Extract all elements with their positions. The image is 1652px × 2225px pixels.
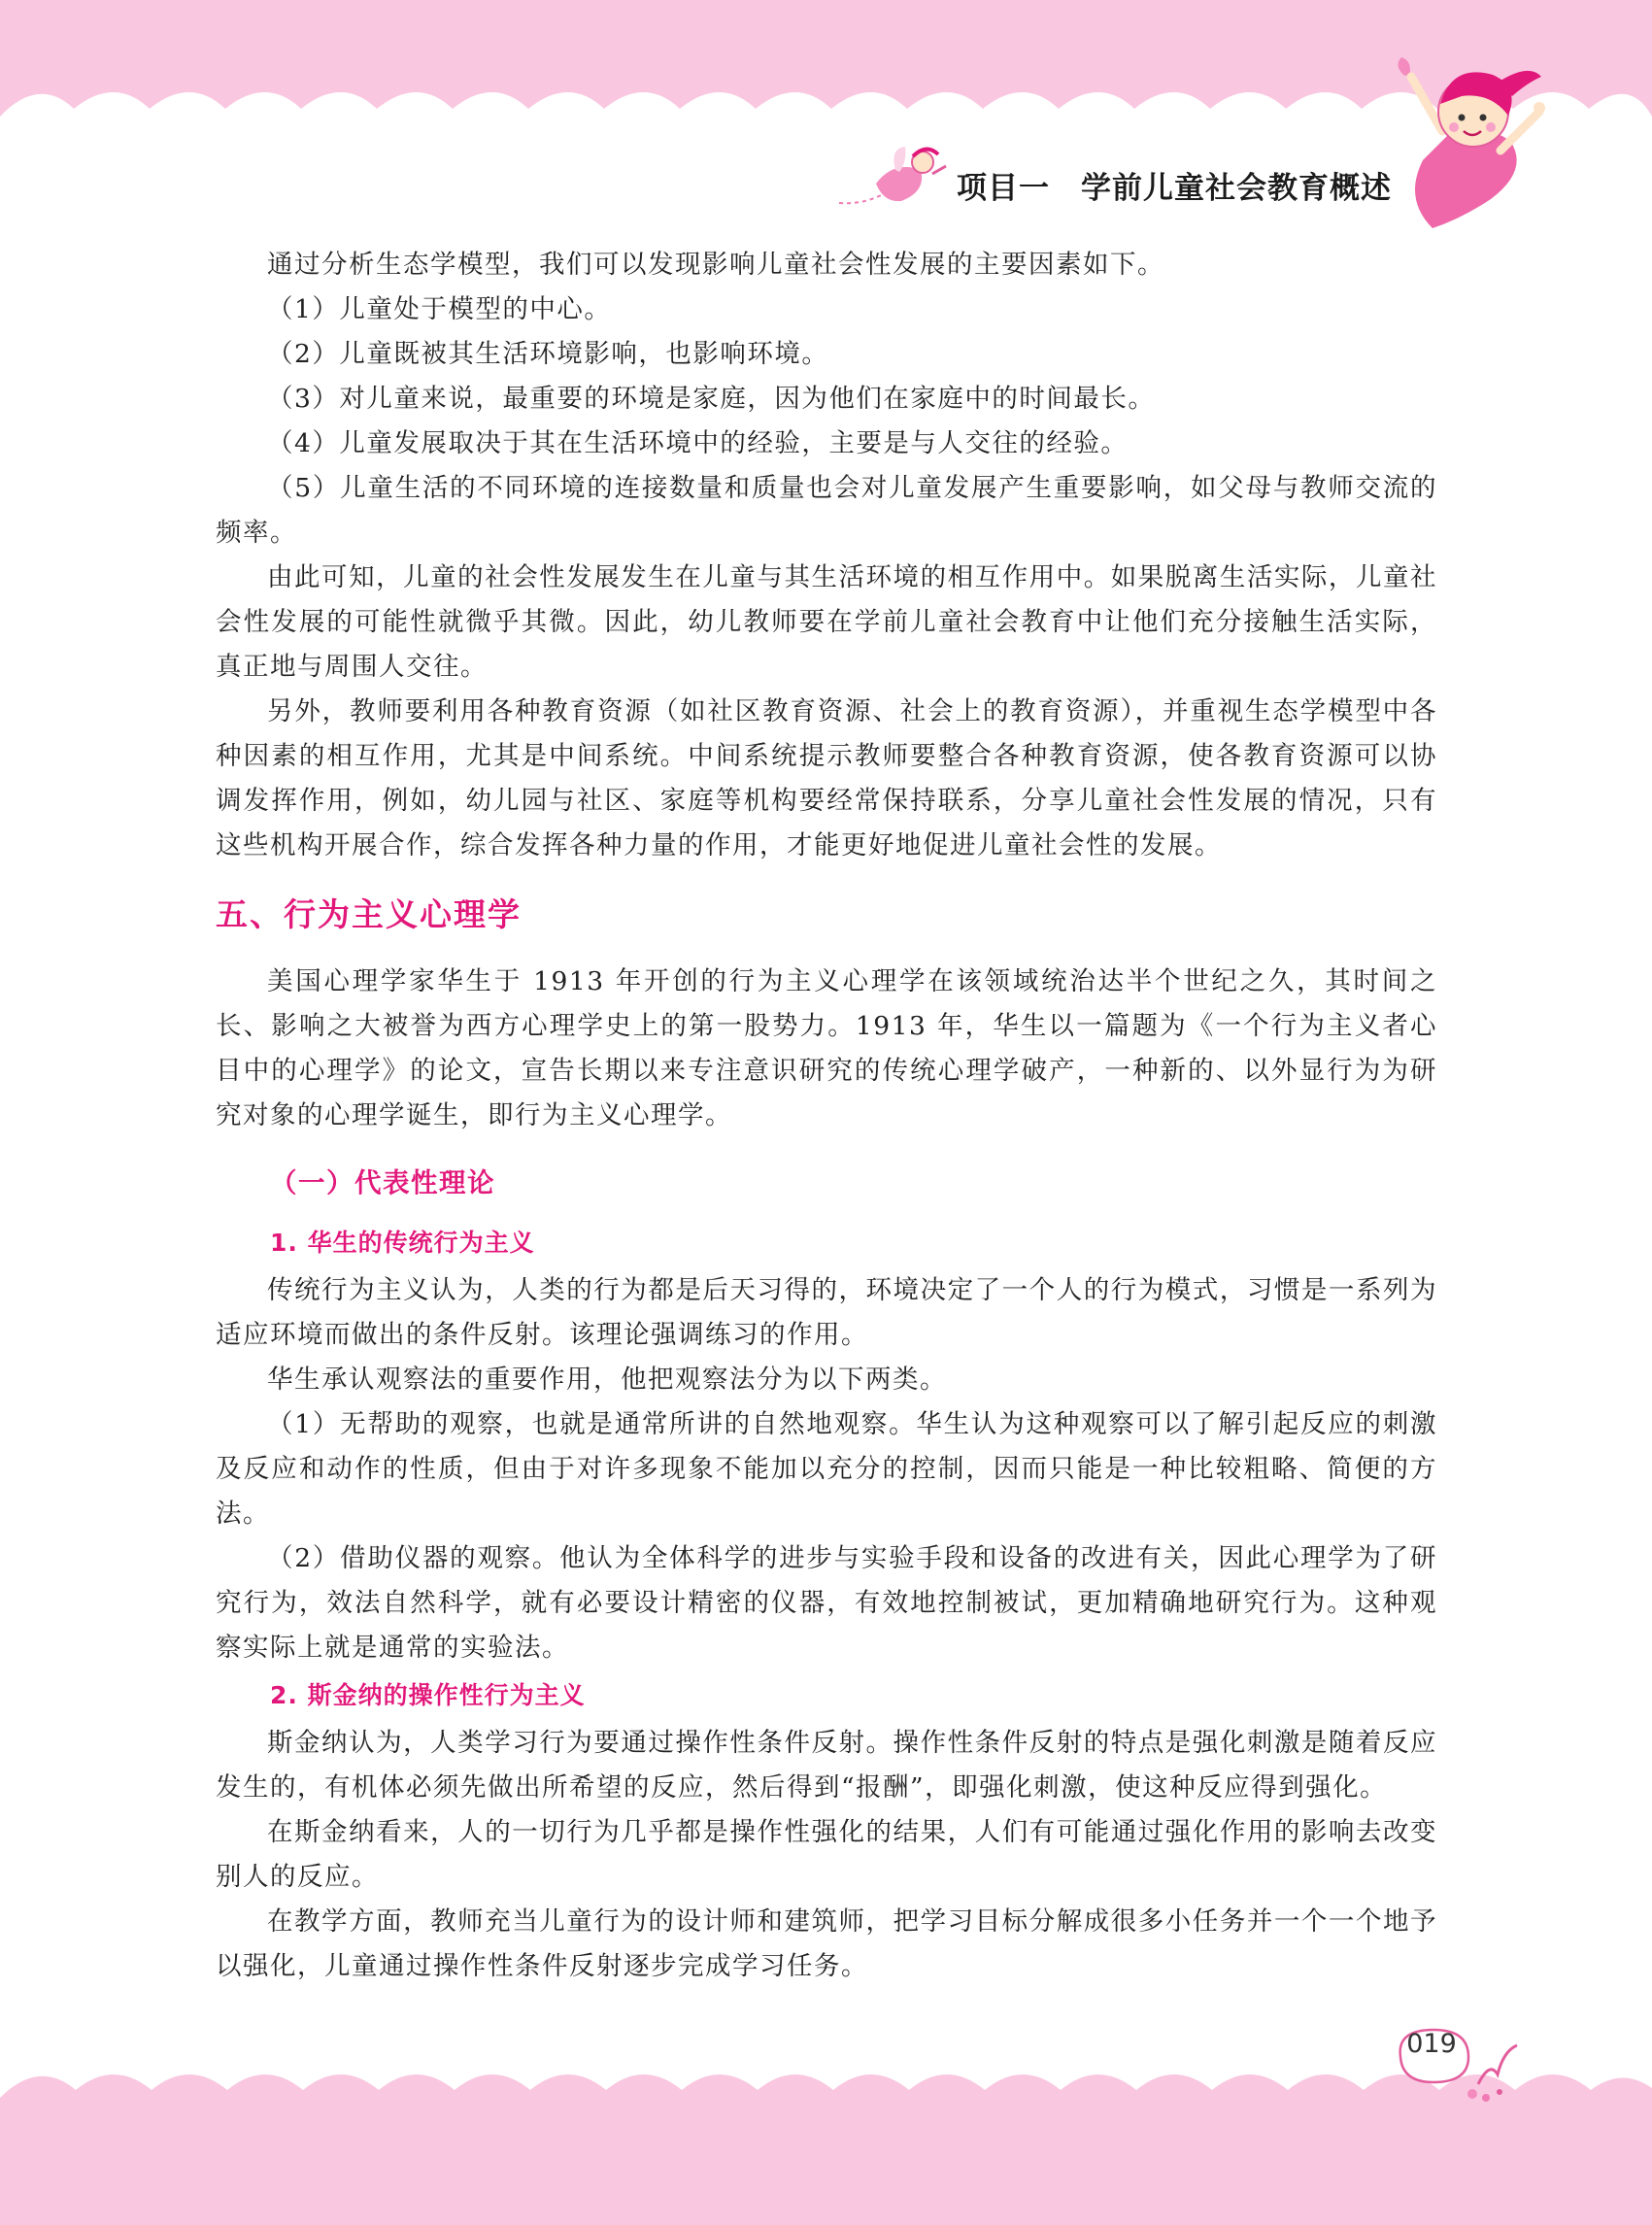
fairy-illustration-large xyxy=(1384,53,1549,238)
paragraph: 另外，教师要利用各种教育资源（如社区教育资源、社会上的教育资源），并重视生态学模型中各种因素的相互作用，尤其是中间系统。中间系统提示教师要整合各种教育资源，使各教育资源可以协调发挥作用，例如，幼儿园与社区、家庭等机构要经常保持联系，分享儿童社会性发展的情况，只有这些机构开展合作，综合发挥各种力量的作用，才能更好地促进儿童社会性的发展。 xyxy=(216,696,1437,860)
paragraph: 华生承认观察法的重要作用，他把观察法分为以下两类。 xyxy=(267,1365,947,1395)
section-heading: 五、行为主义心理学 xyxy=(216,895,522,933)
paragraph: 美国心理学家华生于 1913 年开创的行为主义心理学在该领域统治达半个世纪之久，其时间之长、影响之大被誉为西方心理学史上的第一股势力。1913 年，华生以一篇题为《一个行为主义者心目中的心理学》的论文，宣告长期以来专注意识研究的传统心理学破产，一种新的、以外显行为为研究对象的心理学诞生，即行为主义心理学。 xyxy=(216,966,1437,1130)
subsection-heading: （一）代表性理论 xyxy=(270,1167,495,1198)
paragraph: 在教学方面，教师充当儿童行为的设计师和建筑师，把学习目标分解成很多小任务并一个一个地予以强化，儿童通过操作性条件反射逐步完成学习任务。 xyxy=(216,1906,1437,1981)
paragraph: 传统行为主义认为，人类的行为都是后天习得的，环境决定了一个人的行为模式，习惯是一系列为适应环境而做出的条件反射。该理论强调练习的作用。 xyxy=(216,1275,1437,1350)
fairy-illustration-small xyxy=(837,141,952,219)
list-item: （1）儿童处于模型的中心。 xyxy=(267,294,612,324)
item-heading: 2. 斯金纳的操作性行为主义 xyxy=(270,1681,586,1709)
list-item: （3）对儿童来说，最重要的环境是家庭，因为他们在家庭中的时间最长。 xyxy=(267,384,1156,414)
running-head: 项目一 学前儿童社会教育概述 xyxy=(957,171,1392,206)
list-item: （5）儿童生活的不同环境的连接数量和质量也会对儿童发展产生重要影响，如父母与教师交流的频率。 xyxy=(216,473,1437,548)
list-item: （4）儿童发展取决于其在生活环境中的经验，主要是与人交往的经验。 xyxy=(267,428,1129,458)
list-item: （2）儿童既被其生活环境影响，也影响环境。 xyxy=(267,339,829,369)
list-item: （1）无帮助的观察，也就是通常所讲的自然地观察。华生认为这种观察可以了解引起反应的刺激及反应和动作的性质，但由于对许多现象不能加以充分的控制，因而只能是一种比较粗略、简便的方法。 xyxy=(216,1409,1437,1529)
paragraph: 通过分析生态学模型，我们可以发现影响儿童社会性发展的主要因素如下。 xyxy=(267,250,1164,280)
paragraph: 斯金纳认为，人类学习行为要通过操作性条件反射。操作性条件反射的特点是强化刺激是随着反应发生的，有机体必须先做出所希望的反应，然后得到“报酬”，即强化刺激，使这种反应得到强化。 xyxy=(216,1728,1437,1803)
paragraph: 在斯金纳看来，人的一切行为几乎都是操作性强化的结果，人们有可能通过强化作用的影响去改变别人的反应。 xyxy=(216,1817,1437,1892)
item-heading: 1. 华生的传统行为主义 xyxy=(270,1229,535,1257)
paragraph: 由此可知，儿童的社会性发展发生在儿童与其生活环境的相互作用中。如果脱离生活实际，儿童社会性发展的可能性就微乎其微。因此，幼儿教师要在学前儿童社会教育中让他们充分接触生活实际，真正地与周围人交往。 xyxy=(216,562,1437,682)
page-body xyxy=(216,243,1437,1989)
page-number: 019 xyxy=(1406,2029,1457,2059)
list-item: （2）借助仪器的观察。他认为全体科学的进步与实验手段和设备的改进有关，因此心理学为了研究行为，效法自然科学，就有必要设计精密的仪器，有效地控制被试，更加精确地研究行为。这种观察实际上就是通常的实验法。 xyxy=(216,1543,1437,1663)
